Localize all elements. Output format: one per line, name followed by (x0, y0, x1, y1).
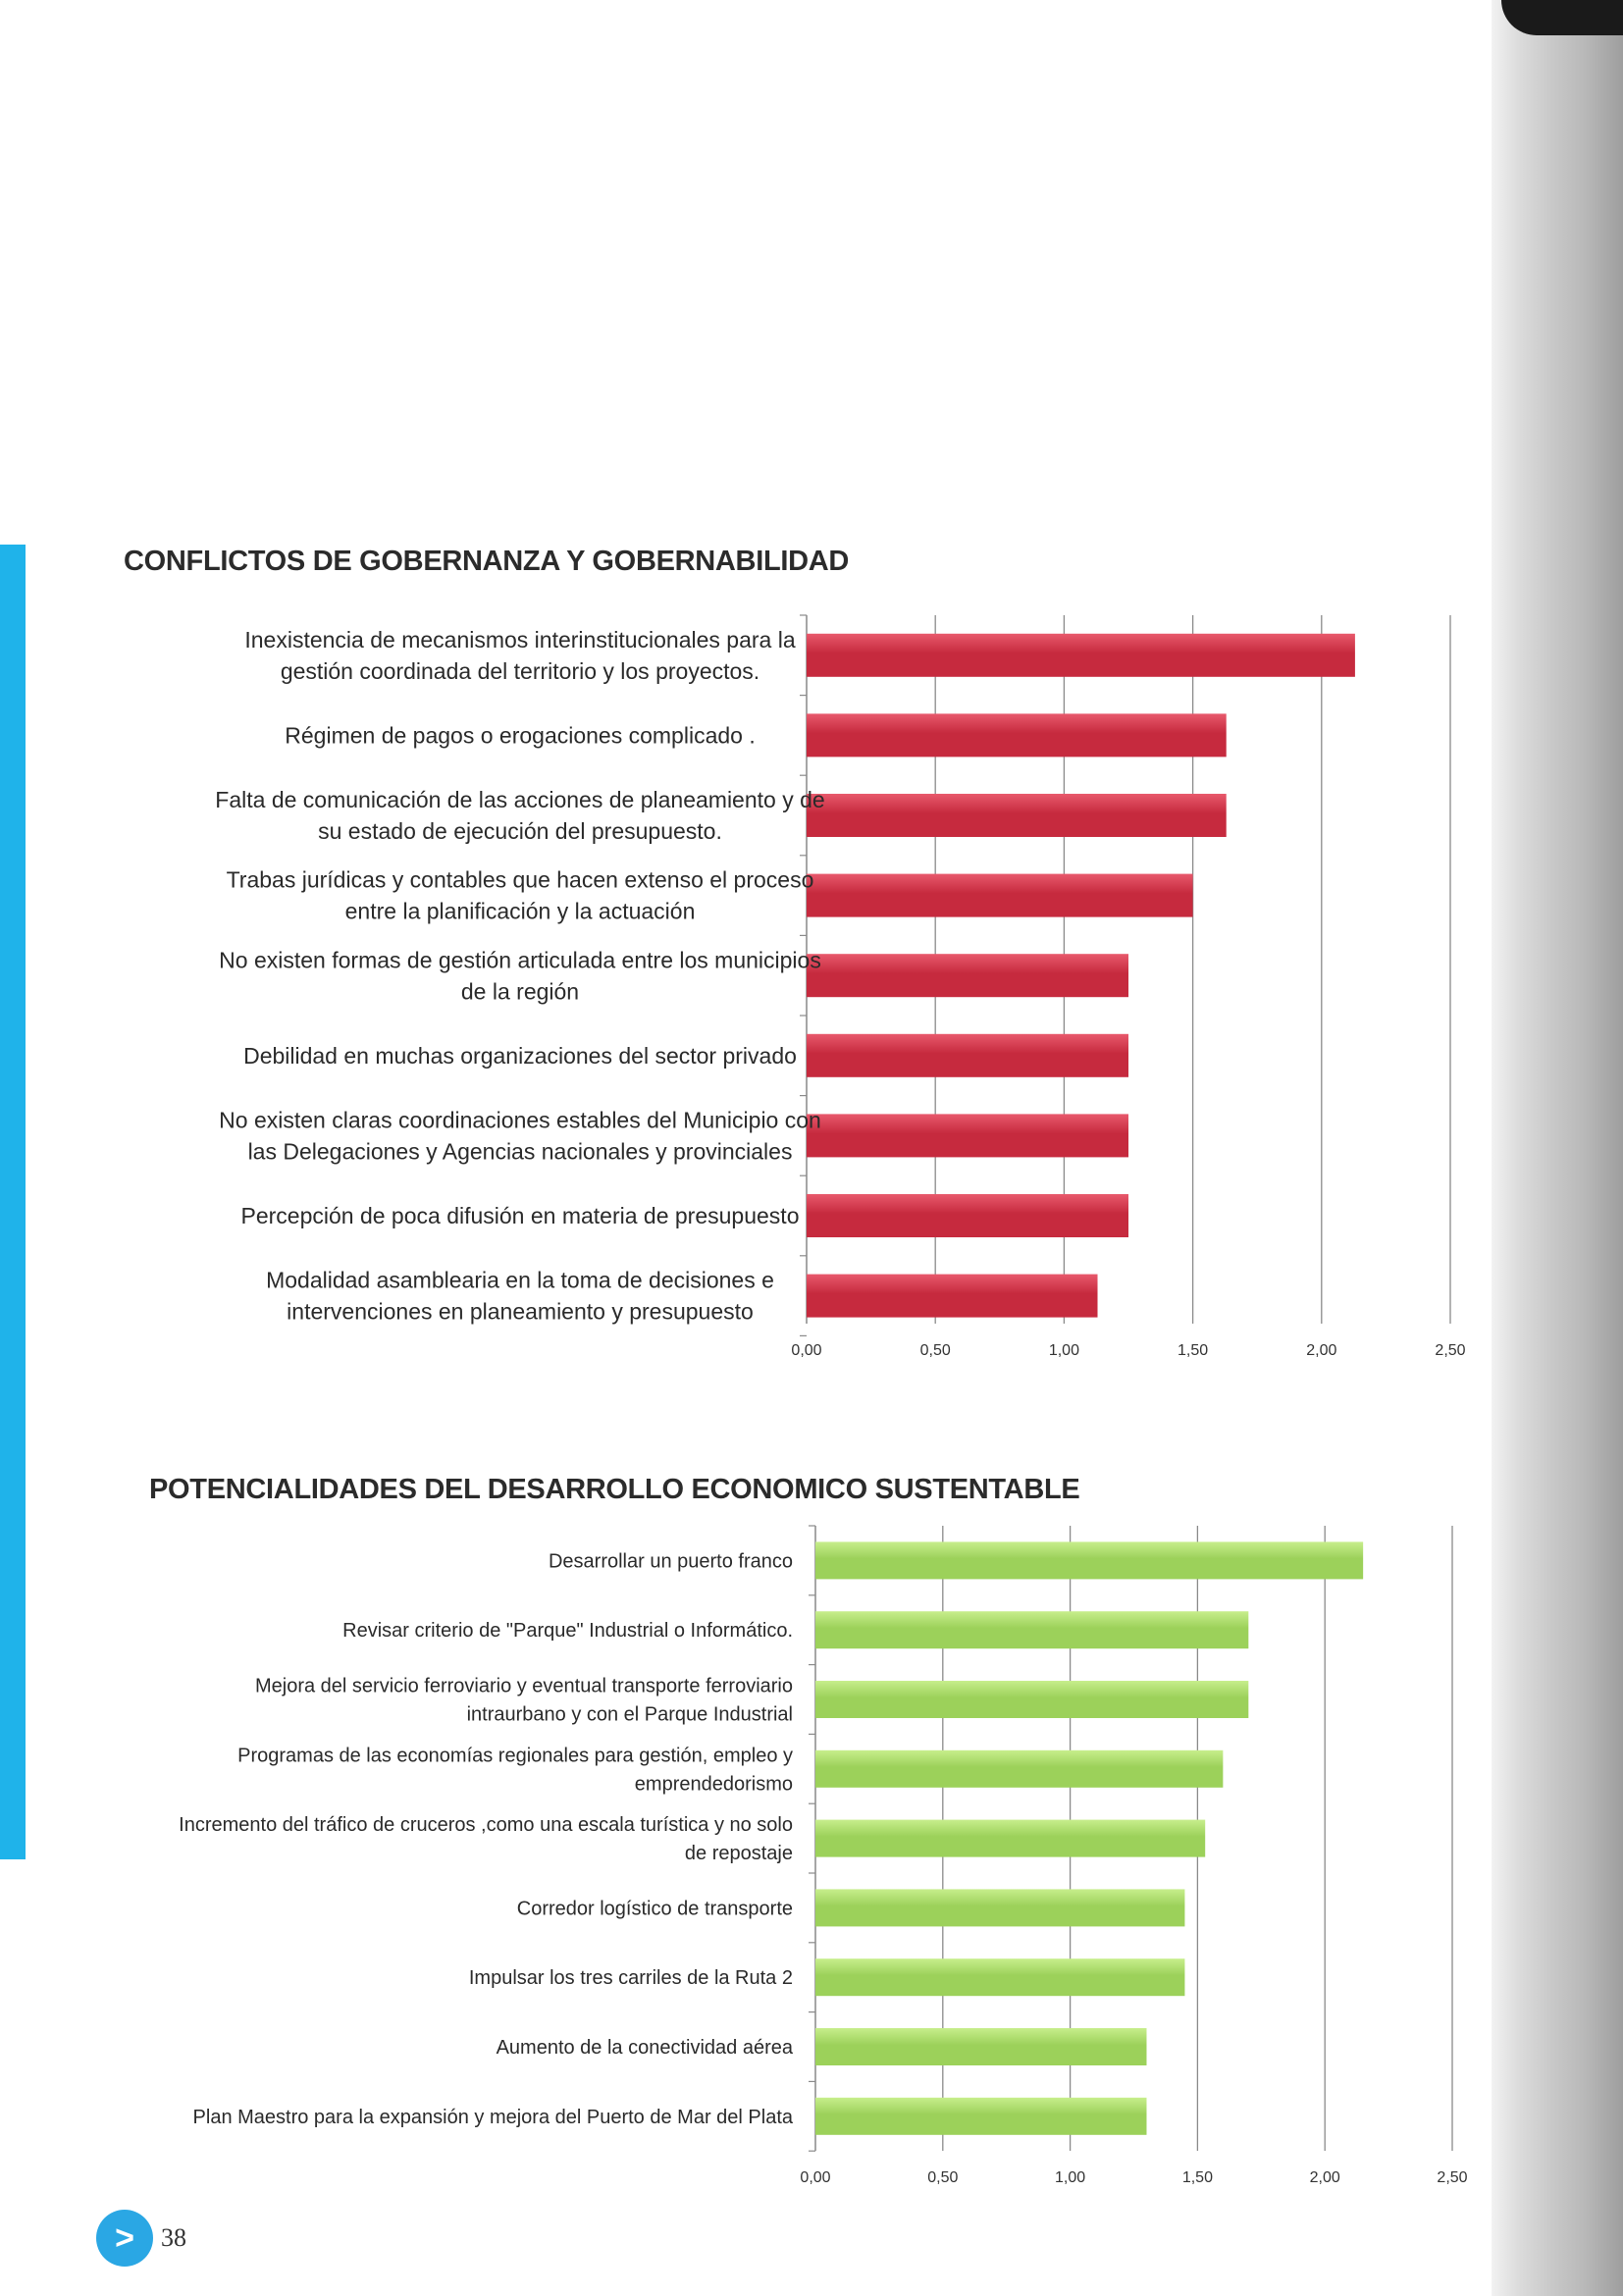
category-label: Percepción de poca difusión en materia de presupuesto (240, 1203, 800, 1229)
category-label: Régimen de pagos o erogaciones complicado . (285, 722, 756, 749)
category-label: Modalidad asamblearia en la toma de decisiones e intervenciones en planeamiento y presupuesto (266, 1267, 774, 1325)
category-label: Corredor logístico de transporte (516, 1898, 793, 1920)
bar (815, 1750, 1223, 1788)
category-label: Programas de las economías regionales para gestión, empleo y emprendedorismo (237, 1745, 793, 1796)
bar (815, 1889, 1184, 1926)
x-tick-label: 0,00 (791, 1342, 822, 1359)
page-number: 38 (161, 2223, 186, 2252)
bar (815, 1820, 1205, 1857)
x-tick-label: 0,50 (919, 1342, 951, 1359)
bar (815, 1681, 1248, 1718)
category-label: No existen claras coordinaciones estables del Municipio con las Delegaciones y Agencias nacionales y provinciales (219, 1107, 821, 1165)
category-label: Falta de comunicación de las acciones de planeamiento y de su estado de ejecución del presupuesto. (215, 787, 825, 845)
x-tick-label: 2,00 (1309, 2169, 1340, 2186)
category-label: Inexistencia de mecanismos interinstitucionales para la gestión coordinada del territorio y los proyectos. (244, 626, 796, 684)
category-label: Trabas jurídicas y contables que hacen extenso el proceso entre la planificación y la actuación (226, 866, 814, 924)
x-tick-label: 0,00 (800, 2169, 831, 2186)
x-tick-label: 0,50 (927, 2169, 959, 2186)
bar (815, 1958, 1184, 1996)
bar (815, 1541, 1363, 1579)
category-label: Revisar criterio de "Parque" Industrial o Informático. (342, 1620, 793, 1643)
chart1-title: CONFLICTOS DE GOBERNANZA Y GOBERNABILIDAD (124, 546, 850, 577)
x-tick-label: 1,00 (1048, 1342, 1079, 1359)
category-label: Incremento del tráfico de cruceros ,como una escala turística y no solo de repostaje (179, 1814, 793, 1865)
category-label: Plan Maestro para la expansión y mejora del Puerto de Mar del Plata (192, 2106, 793, 2128)
arrow-icon: > (96, 2210, 153, 2267)
category-label: Debilidad en muchas organizaciones del sector privado (243, 1042, 797, 1069)
x-tick-label: 1,00 (1055, 2169, 1086, 2186)
category-label: Aumento de la conectividad aérea (496, 2037, 793, 2059)
bar (815, 1611, 1248, 1648)
x-tick-label: 2,50 (1437, 2169, 1468, 2186)
page-footer (96, 2210, 186, 2267)
chart2-title: POTENCIALIDADES DEL DESARROLLO ECONOMICO SUSTENTABLE (149, 1474, 1080, 1505)
x-tick-label: 1,50 (1178, 1342, 1209, 1359)
category-label: Desarrollar un puerto franco (548, 1550, 793, 1573)
category-label: No existen formas de gestión articulada entre los municipios de la región (219, 947, 821, 1005)
x-tick-label: 2,50 (1435, 1342, 1466, 1359)
bar (815, 2098, 1146, 2135)
category-label: Mejora del servicio ferroviario y eventual transporte ferroviario intraurbano y con el Parque Industrial (254, 1675, 793, 1726)
bar (815, 2028, 1146, 2065)
category-label: Impulsar los tres carriles de la Ruta 2 (468, 1967, 793, 1990)
x-tick-label: 2,00 (1306, 1342, 1337, 1359)
x-tick-label: 1,50 (1181, 2169, 1213, 2186)
